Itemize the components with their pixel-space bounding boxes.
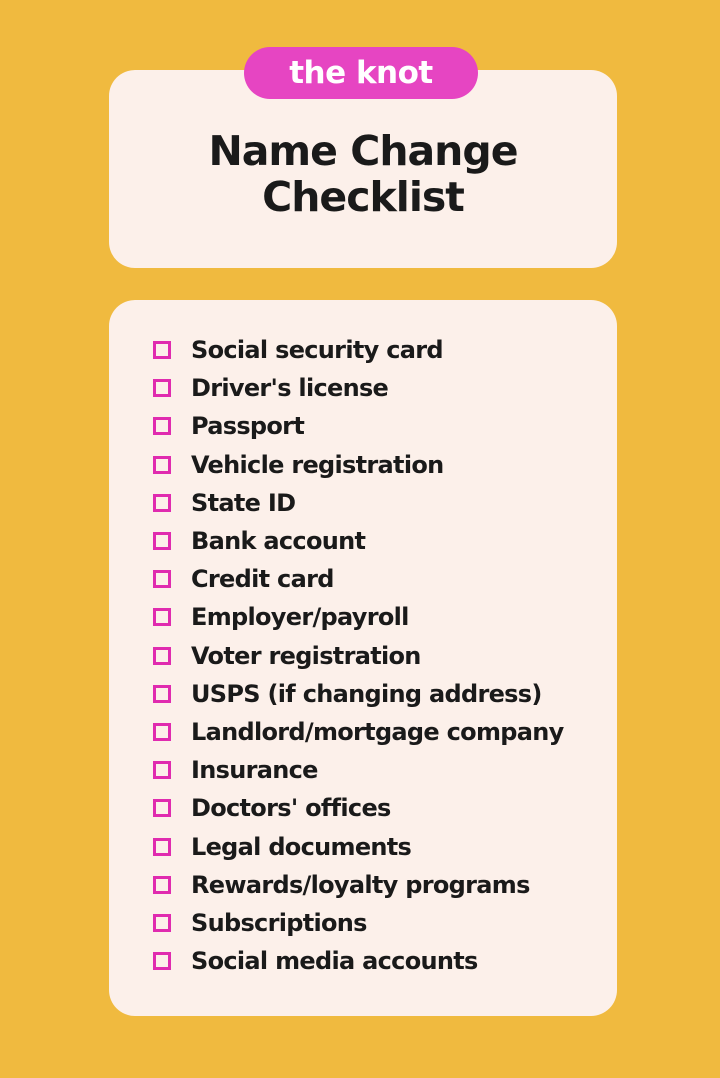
checkbox-icon[interactable]	[153, 838, 171, 856]
checklist-item-label: Insurance	[191, 756, 318, 785]
checklist-item-label: Driver's license	[191, 374, 389, 403]
checklist-item	[153, 560, 564, 598]
checklist-item-label: Vehicle registration	[191, 450, 444, 479]
checkbox-icon[interactable]	[153, 761, 171, 779]
page-title-line-1: Name Change	[208, 127, 518, 175]
checkbox-icon[interactable]	[153, 647, 171, 665]
checklist-item-label: USPS (if changing address)	[191, 679, 542, 708]
checkbox-icon[interactable]	[153, 799, 171, 817]
checklist-item	[153, 407, 564, 445]
checklist-item	[153, 637, 564, 675]
checklist-item	[153, 751, 564, 789]
checklist-item	[153, 942, 564, 980]
checklist-item	[153, 827, 564, 865]
checklist-item	[153, 904, 564, 942]
checklist-item-label: Subscriptions	[191, 908, 367, 937]
checklist-item	[153, 446, 564, 484]
checkbox-icon[interactable]	[153, 952, 171, 970]
checklist	[153, 331, 564, 980]
checklist-item	[153, 484, 564, 522]
checklist-item	[153, 675, 564, 713]
checkbox-icon[interactable]	[153, 456, 171, 474]
checklist-item-label: Employer/payroll	[191, 603, 409, 632]
checklist-item-label: Credit card	[191, 565, 334, 594]
checklist-item-label: Doctors' offices	[191, 794, 391, 823]
checklist-item-label: Landlord/mortgage company	[191, 717, 564, 746]
checklist-item-label: Legal documents	[191, 832, 412, 861]
checkbox-icon[interactable]	[153, 417, 171, 435]
checklist-item-label: Passport	[191, 412, 305, 441]
checklist-item-label: Rewards/loyalty programs	[191, 870, 530, 899]
checkbox-icon[interactable]	[153, 608, 171, 626]
checkbox-icon[interactable]	[153, 914, 171, 932]
checklist-item-label: Social media accounts	[191, 947, 478, 976]
the-knot-logo: the knot	[244, 47, 478, 99]
checklist-item	[153, 331, 564, 369]
checkbox-icon[interactable]	[153, 494, 171, 512]
page-title	[109, 128, 617, 220]
checkbox-icon[interactable]	[153, 570, 171, 588]
checklist-item	[153, 522, 564, 560]
checkbox-icon[interactable]	[153, 876, 171, 894]
checklist-item	[153, 789, 564, 827]
checklist-item-label: Social security card	[191, 336, 443, 365]
page-title-line-2: Checklist	[262, 173, 464, 221]
checklist-item	[153, 866, 564, 904]
checkbox-icon[interactable]	[153, 685, 171, 703]
checklist-item-label: State ID	[191, 488, 296, 517]
checkbox-icon[interactable]	[153, 723, 171, 741]
checkbox-icon[interactable]	[153, 532, 171, 550]
checklist-item-label: Voter registration	[191, 641, 421, 670]
checklist-item-label: Bank account	[191, 527, 366, 556]
checkbox-icon[interactable]	[153, 379, 171, 397]
checklist-item	[153, 369, 564, 407]
checklist-item	[153, 598, 564, 636]
checkbox-icon[interactable]	[153, 341, 171, 359]
checklist-item	[153, 713, 564, 751]
